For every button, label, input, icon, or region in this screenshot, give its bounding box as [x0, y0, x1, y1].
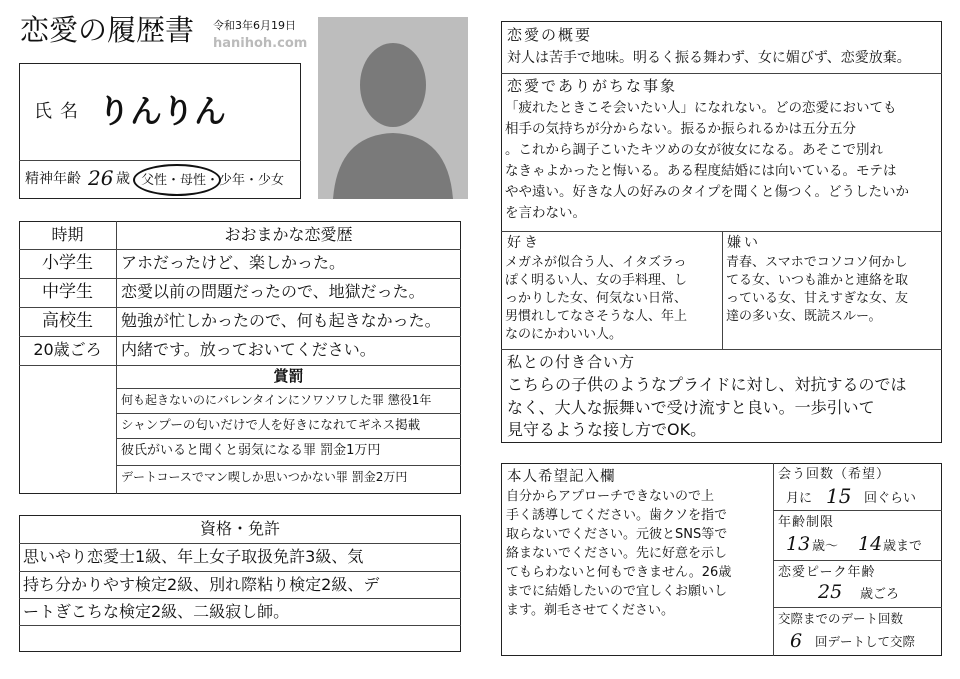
dislikes-title: 嫌い — [727, 235, 761, 251]
likes-title: 好き — [507, 235, 541, 251]
history-col-detail: おおまかな恋愛歴 — [224, 225, 353, 244]
page-title: 恋愛の履歴書 — [20, 13, 195, 47]
awards-title: 賞罰 — [273, 367, 304, 385]
award-item: シャンプーの匂いだけで人を好きになれてギネス掲載 — [121, 417, 421, 432]
licenses-title: 資格・免許 — [199, 519, 280, 538]
age-suffix: 歳まで — [883, 539, 923, 554]
name-value: りんりん — [98, 92, 227, 130]
overview-text: 対人は苦手で地味。明るく振る舞わず、女に媚びず、恋愛放棄。 — [507, 50, 911, 66]
age-unit: 歳 — [116, 171, 130, 187]
wishes-title: 本人希望記入欄 — [507, 469, 616, 485]
date-text: 令和3年6月19日 — [213, 19, 296, 32]
history-period: 高校生 — [42, 311, 93, 331]
dislikes-line: っている女、甘えすぎな女、友 — [726, 291, 909, 306]
events-line: 。これから調子こいたキツめの女が彼女になる。あそこで別れ — [505, 142, 883, 158]
age-label: 精神年齢 — [25, 171, 81, 187]
dislikes-line: 達の多い女、既読スルー。 — [726, 309, 882, 324]
history-period: 小学生 — [42, 253, 93, 273]
history-period: 中学生 — [42, 282, 93, 302]
approach-line: こちらの子供のようなプライドに対し、対抗するのでは — [507, 375, 907, 394]
events-line: 「疲れたときこそ会いたい人」になれない。どの恋愛においても — [505, 100, 897, 116]
likes-line: っかりした女、何気ない日常、 — [505, 291, 688, 306]
wishes-line: 自分からアプローチできないので上 — [506, 489, 715, 504]
history-col-period: 時期 — [51, 225, 84, 244]
peak-value: 25 — [818, 581, 843, 603]
wishes-line: ます。剃毛させてください。 — [506, 603, 674, 618]
wishes-line: までに結婚したいので宜しくお願いし — [506, 584, 728, 599]
history-detail: 勉強が忙しかったので、何も起きなかった。 — [121, 311, 441, 330]
age-min-value: 13 — [786, 533, 811, 555]
award-item: 何も起きないのにバレンタインにソワソワした罪 懲役1年 — [121, 393, 432, 407]
age-separator: 歳〜 — [812, 539, 839, 554]
site-watermark: hanihoh.com — [213, 36, 308, 51]
events-line: なきゃよかったと悔いる。ある程度結婚には向いている。モテは — [505, 163, 897, 179]
history-period: 20歳ごろ — [33, 340, 102, 359]
peak-suffix: 歳ごろ — [860, 587, 900, 602]
name-label: 氏名 — [34, 101, 86, 122]
likes-line: ぽく明るい人、女の手料理、し — [505, 273, 688, 288]
events-line: を言わない。 — [505, 205, 586, 221]
dislikes-line: 青春、スマホでコソコソ何かし — [726, 255, 908, 270]
freq-title: 会う回数（希望） — [778, 467, 891, 482]
likes-line: メガネが似合う人、イタズラっ — [505, 255, 687, 270]
license-line: 思いやり恋愛士1級、年上女子取扱免許3級、気 — [23, 547, 364, 566]
events-line: やや遠い。好きな人の好みのタイプを聞くと傷つく。どうしたいか — [505, 184, 910, 200]
overview-title: 恋愛の概要 — [507, 26, 593, 44]
events-title: 恋愛でありがちな事象 — [507, 77, 678, 95]
likes-line: なのにかわいい人。 — [505, 327, 623, 342]
freq-value: 15 — [826, 484, 852, 508]
dates-value: 6 — [790, 630, 803, 652]
peak-title: 恋愛ピーク年齢 — [778, 565, 876, 580]
age-value: 26 — [88, 166, 114, 190]
freq-prefix: 月に — [786, 491, 813, 506]
events-line: 相手の気持ちが分からない。振るか振られるかは五分五分 — [505, 121, 856, 137]
award-item: デートコースでマン喫しか思いつかない罪 罰金2万円 — [121, 470, 408, 484]
dates-title: 交際までのデート回数 — [778, 611, 904, 626]
avatar — [318, 17, 468, 199]
license-line: ートぎこちな検定2級、二級寂し師。 — [23, 602, 290, 621]
likes-line: 男慣れしてなさそうな人、年上 — [505, 309, 688, 324]
approach-line: なく、大人な振舞いで受け流すと良い。一歩引いて — [507, 398, 875, 417]
award-item: 彼氏がいると聞くと弱気になる罪 罰金1万円 — [121, 443, 381, 458]
history-detail: アホだったけど、楽しかった。 — [121, 253, 346, 272]
history-detail: 恋愛以前の問題だったので、地獄だった。 — [121, 282, 425, 301]
wishes-line: てもらわないと何もできません。26歳 — [506, 565, 732, 580]
dislikes-line: てる女、いつも誰かと連絡を取 — [726, 273, 909, 288]
license-line: 持ち分かりやす検定2級、別れ際粘り検定2級、デ — [23, 575, 380, 594]
freq-suffix: 回ぐらい — [864, 491, 917, 506]
history-detail: 内緒です。放っておいてください。 — [121, 340, 376, 359]
dates-suffix: 回デートして交際 — [815, 634, 916, 649]
wishes-line: 絡まないでください。先に好意を示し — [506, 546, 728, 561]
age-limit-title: 年齢制限 — [778, 515, 835, 530]
approach-title: 私との付き合い方 — [507, 353, 636, 371]
approach-line: 見守るような接し方でOK。 — [507, 420, 707, 439]
gender-options: 父性・母性・少年・少女 — [141, 173, 285, 188]
wishes-line: 手く誘導してください。歯クソを指で — [506, 508, 728, 523]
age-max-value: 14 — [858, 533, 883, 555]
wishes-line: 取らないでください。元彼とSNS等で — [506, 527, 728, 542]
